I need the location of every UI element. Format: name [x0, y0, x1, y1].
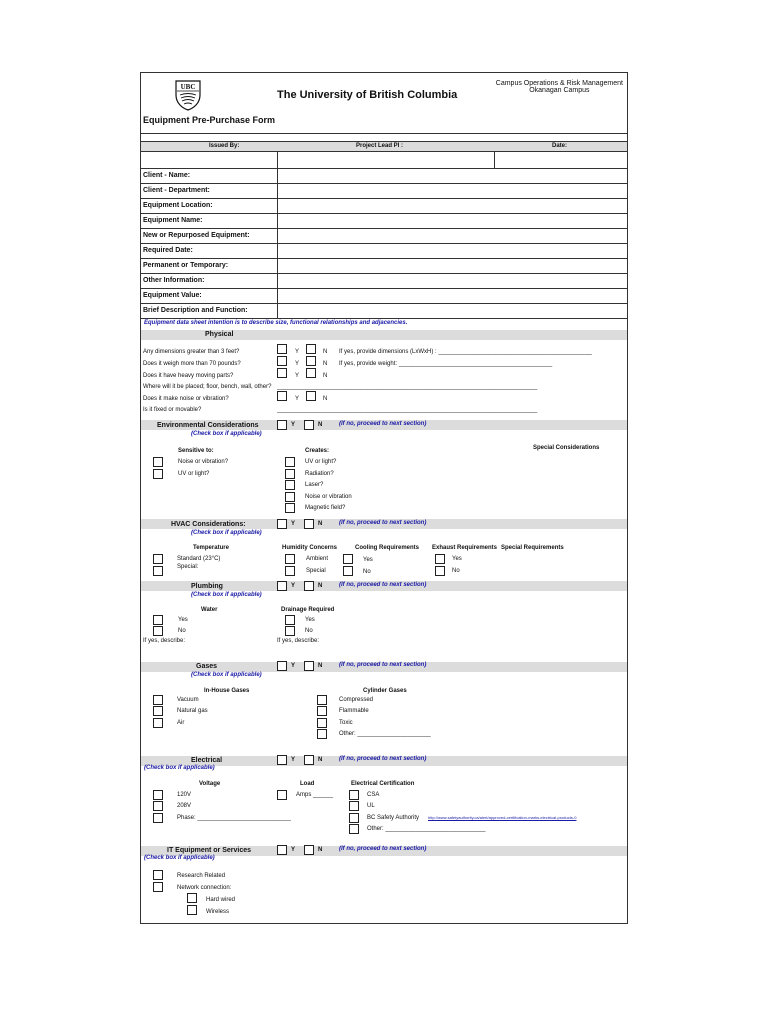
special-req-header: Special Requirements [501, 545, 564, 551]
volt-208-checkbox[interactable] [153, 801, 163, 811]
creates-item: UV or light? [305, 459, 337, 465]
info-field-label: Other Information: [143, 277, 205, 284]
humidity-special-checkbox[interactable] [285, 566, 295, 576]
it-item: Research Related [177, 873, 226, 879]
cooling-item: Yes [363, 557, 373, 563]
cert-ul-checkbox[interactable] [349, 801, 359, 811]
gases-if-no: (If no, proceed to next section) [339, 662, 427, 668]
hvac-check-note: (Check box if applicable) [191, 530, 262, 536]
inhouse-item: Natural gas [177, 708, 208, 714]
q2-no-checkbox[interactable] [306, 356, 316, 366]
cyl-flammable-checkbox[interactable] [317, 706, 327, 716]
cert-item: CSA [367, 792, 380, 798]
sensitive-item: Noise or vibration? [178, 459, 229, 465]
cyl-toxic-checkbox[interactable] [317, 718, 327, 728]
elec-no-checkbox[interactable] [304, 755, 314, 765]
it-sub-item: Hard wired [206, 897, 236, 903]
cooling-yes-checkbox[interactable] [343, 554, 353, 564]
info-field-input[interactable] [278, 228, 628, 243]
plumbing-check-note: (Check box if applicable) [191, 592, 262, 598]
env-if-no: (If no, proceed to next section) [339, 421, 427, 427]
plumbing-yes-checkbox[interactable] [277, 581, 287, 591]
cert-item: UL [367, 803, 375, 809]
cylinder-item: Toxic [339, 720, 353, 726]
water-item: Yes [178, 617, 188, 623]
physical-q3: Does it have heavy moving parts? [143, 373, 234, 379]
cylinder-header: Cylinder Gases [363, 688, 407, 694]
creates-magnetic-checkbox[interactable] [285, 503, 295, 513]
plumbing-title: Plumbing [191, 583, 223, 590]
creates-radiation-checkbox[interactable] [285, 469, 295, 479]
gases-title: Gases [196, 663, 218, 670]
plumbing-if-no: (If no, proceed to next section) [339, 582, 427, 588]
drainage-item: No [305, 628, 313, 634]
cooling-header: Cooling Requirements [355, 545, 420, 551]
q1-y-label: Y [295, 349, 300, 355]
water-describe: If yes, describe: [143, 638, 186, 644]
env-yes-checkbox[interactable] [277, 420, 287, 430]
drainage-item: Yes [305, 617, 315, 623]
volt-120-checkbox[interactable] [153, 790, 163, 800]
info-field-input[interactable] [278, 273, 628, 288]
gas-vacuum-checkbox[interactable] [153, 695, 163, 705]
plumbing-no-checkbox[interactable] [304, 581, 314, 591]
cert-header: Electrical Certification [351, 781, 415, 787]
voltage-item: 208V [177, 803, 192, 809]
gases-y-label: Y [291, 663, 296, 669]
water-item: No [178, 628, 186, 634]
exhaust-header: Exhaust Requirements [432, 545, 498, 551]
physical-title: Physical [205, 331, 234, 338]
elec-n-label: N [318, 757, 323, 763]
cert-bcsa-checkbox[interactable] [349, 813, 359, 823]
info-field-label: Client - Name: [143, 172, 191, 179]
info-field-label: Permanent or Temporary: [143, 262, 229, 269]
q2-y-label: Y [295, 361, 300, 367]
plumbing-n-label: N [318, 583, 323, 589]
elec-yes-checkbox[interactable] [277, 755, 287, 765]
creates-uv-checkbox[interactable] [285, 457, 295, 467]
exhaust-yes-checkbox[interactable] [435, 554, 445, 564]
creates-item: Magnetic field? [305, 505, 346, 511]
info-field-label: Brief Description and Function: [143, 307, 248, 314]
physical-q4: Where will it be placed; floor, bench, wall, other? [143, 384, 272, 390]
q2-yes-checkbox[interactable] [277, 356, 287, 366]
inhouse-header: In-House Gases [204, 688, 250, 694]
cyl-compressed-checkbox[interactable] [317, 695, 327, 705]
q3-y-label: Y [295, 373, 300, 379]
gases-check-note: (Check box if applicable) [191, 672, 262, 678]
gases-n-label: N [318, 663, 323, 669]
creates-noise-checkbox[interactable] [285, 492, 295, 502]
department-name [496, 80, 623, 94]
volt-phase-checkbox[interactable] [153, 813, 163, 823]
department-line-2: Okanagan Campus [529, 87, 590, 94]
q2-n-label: N [323, 361, 328, 367]
load-amps-checkbox[interactable] [277, 790, 287, 800]
info-field-input[interactable] [278, 258, 628, 273]
env-check-note: (Check box if applicable) [191, 431, 262, 437]
q1-follow: If yes, provide dimensions (LxWxH) : ______________________________________________ [339, 349, 592, 355]
gas-natural-checkbox[interactable] [153, 706, 163, 716]
drainage-no-checkbox[interactable] [285, 626, 295, 636]
physical-q2: Does it weigh more than 70 pounds? [143, 361, 241, 367]
creates-label: Creates: [305, 448, 330, 454]
info-field-input[interactable] [278, 213, 628, 228]
voltage-item: 120V [177, 792, 192, 798]
q4-answer-line[interactable]: ______________________________________________________________________________ [277, 384, 538, 390]
info-field-label: Equipment Value: [143, 292, 202, 299]
elec-y-label: Y [291, 757, 296, 763]
it-sub-item: Wireless [206, 909, 230, 915]
cyl-other-checkbox[interactable] [317, 729, 327, 739]
env-no-checkbox[interactable] [304, 420, 314, 430]
physical-q1: Any dimensions greater than 3 feet? [143, 349, 240, 355]
info-field-input[interactable] [278, 303, 628, 318]
info-field-label: Required Date: [143, 247, 193, 254]
q3-yes-checkbox[interactable] [277, 368, 287, 378]
creates-item: Noise or vibration [305, 494, 352, 500]
humidity-ambient-checkbox[interactable] [285, 554, 295, 564]
it-check-note: (Check box if applicable) [144, 855, 215, 861]
q2-follow: If yes, provide weight: ______________________________________________ [339, 361, 553, 367]
q5-yes-checkbox[interactable] [277, 391, 287, 401]
q5-n-label: N [323, 396, 328, 402]
exhaust-no-checkbox[interactable] [435, 566, 445, 576]
q1-no-checkbox[interactable] [306, 344, 316, 354]
cooling-item: No [363, 569, 371, 575]
info-field-input[interactable] [278, 288, 628, 303]
temp-item: Standard (23°C) [177, 556, 221, 562]
creates-laser-checkbox[interactable] [285, 480, 295, 490]
university-name: The University of British Columbia [277, 89, 458, 101]
voltage-header: Voltage [199, 781, 221, 787]
temp-special-checkbox[interactable] [153, 566, 163, 576]
env-n-label: N [318, 422, 323, 428]
it-hardwired-checkbox[interactable] [187, 893, 197, 903]
sensitive-to-label: Sensitive to: [178, 448, 214, 454]
exhaust-item: No [452, 568, 460, 574]
date-label: Date: [552, 143, 568, 149]
plumbing-y-label: Y [291, 583, 296, 589]
cert-item: Other: ______________________________ [367, 826, 486, 832]
hvac-if-no: (If no, proceed to next section) [339, 520, 427, 526]
issued-by-label: Issued By: [209, 143, 240, 149]
q5-no-checkbox[interactable] [306, 391, 316, 401]
cert-link[interactable]: http://www.safetyauthority.ca/alert/approved-certification-marks-electrical-products-0 [428, 815, 577, 820]
info-field-label: New or Repurposed Equipment: [143, 232, 250, 239]
cylinder-item: Other: ______________________ [339, 731, 431, 737]
exhaust-item: Yes [452, 556, 462, 562]
cooling-no-checkbox[interactable] [343, 566, 353, 576]
creates-item: Laser? [305, 482, 324, 488]
environmental-title: Environmental Considerations [157, 422, 259, 429]
inhouse-item: Vacuum [177, 697, 199, 703]
sensitive-item: UV or light? [178, 471, 210, 477]
temp-standard-checkbox[interactable] [153, 554, 163, 564]
it-wireless-checkbox[interactable] [187, 905, 197, 915]
info-field-input[interactable] [278, 183, 628, 198]
it-research-checkbox[interactable] [153, 870, 163, 880]
gases-no-checkbox[interactable] [304, 661, 314, 671]
amps-label: Amps ______ [296, 792, 334, 798]
hvac-yes-checkbox[interactable] [277, 519, 287, 529]
it-item: Network connection: [177, 885, 232, 891]
it-title: IT Equipment or Services [167, 847, 252, 854]
hvac-y-label: Y [291, 521, 296, 527]
env-y-label: Y [291, 422, 296, 428]
electrical-title: Electrical [191, 757, 223, 764]
department-line-1: Campus Operations & Risk Management [495, 80, 623, 87]
voltage-item: Phase: ____________________________ [177, 815, 291, 821]
info-field-label: Equipment Location: [143, 202, 213, 209]
info-field-input[interactable] [278, 243, 628, 258]
cert-other-checkbox[interactable] [349, 824, 359, 834]
humidity-header: Humidity Concerns [282, 545, 338, 551]
humidity-item: Special [306, 568, 326, 574]
info-field-label: Client - Department: [143, 187, 210, 194]
q6-answer-line[interactable]: ______________________________________________________________________________ [277, 407, 538, 413]
info-field-input[interactable] [278, 168, 628, 183]
cert-csa-checkbox[interactable] [349, 790, 359, 800]
equipment-form [140, 72, 628, 924]
gas-air-checkbox[interactable] [153, 718, 163, 728]
it-if-no: (If no, proceed to next section) [339, 846, 427, 852]
temperature-header: Temperature [193, 545, 229, 551]
hvac-no-checkbox[interactable] [304, 519, 314, 529]
form-title: Equipment Pre-Purchase Form [143, 115, 276, 125]
cylinder-item: Flammable [339, 708, 369, 714]
drainage-describe: If yes, describe: [277, 638, 320, 644]
cert-item: BC Safety Authority [367, 815, 420, 821]
drainage-yes-checkbox[interactable] [285, 615, 295, 625]
water-no-checkbox[interactable] [153, 626, 163, 636]
creates-item: Radiation? [305, 471, 334, 477]
inhouse-item: Air [177, 720, 185, 726]
water-yes-checkbox[interactable] [153, 615, 163, 625]
load-header: Load [300, 781, 315, 787]
hvac-title: HVAC Considerations: [171, 521, 246, 528]
project-lead-label: Project Lead PI : [356, 143, 404, 149]
sensitive-noise-checkbox[interactable] [153, 457, 163, 467]
q1-n-label: N [323, 349, 328, 355]
water-header: Water [201, 607, 218, 613]
q5-y-label: Y [295, 396, 300, 402]
q3-n-label: N [323, 373, 328, 379]
physical-q5: Does it make noise or vibration? [143, 396, 229, 402]
humidity-item: Ambient [306, 556, 329, 562]
drainage-header: Drainage Required [281, 607, 335, 613]
temp-item: Special: [177, 564, 199, 570]
cylinder-item: Compressed [339, 697, 374, 703]
logo-text: UBC [180, 83, 196, 91]
physical-q6: Is it fixed or movable? [143, 407, 202, 413]
it-network-checkbox[interactable] [153, 882, 163, 892]
elec-check-note: (Check box if applicable) [144, 765, 215, 771]
q3-no-checkbox[interactable] [306, 368, 316, 378]
ubc-crest-icon [174, 79, 202, 111]
it-y-label: Y [291, 847, 296, 853]
it-no-checkbox[interactable] [304, 845, 314, 855]
data-sheet-note: Equipment data sheet intention is to describe size, functional relationships and adjacencies. [144, 320, 408, 326]
hvac-n-label: N [318, 521, 323, 527]
q1-yes-checkbox[interactable] [277, 344, 287, 354]
it-n-label: N [318, 847, 323, 853]
elec-if-no: (If no, proceed to next section) [339, 756, 427, 762]
info-field-label: Equipment Name: [143, 217, 203, 224]
it-yes-checkbox[interactable] [277, 845, 287, 855]
info-field-input[interactable] [278, 198, 628, 213]
gases-yes-checkbox[interactable] [277, 661, 287, 671]
sensitive-uv-checkbox[interactable] [153, 469, 163, 479]
special-considerations-label: Special Considerations [533, 445, 600, 451]
